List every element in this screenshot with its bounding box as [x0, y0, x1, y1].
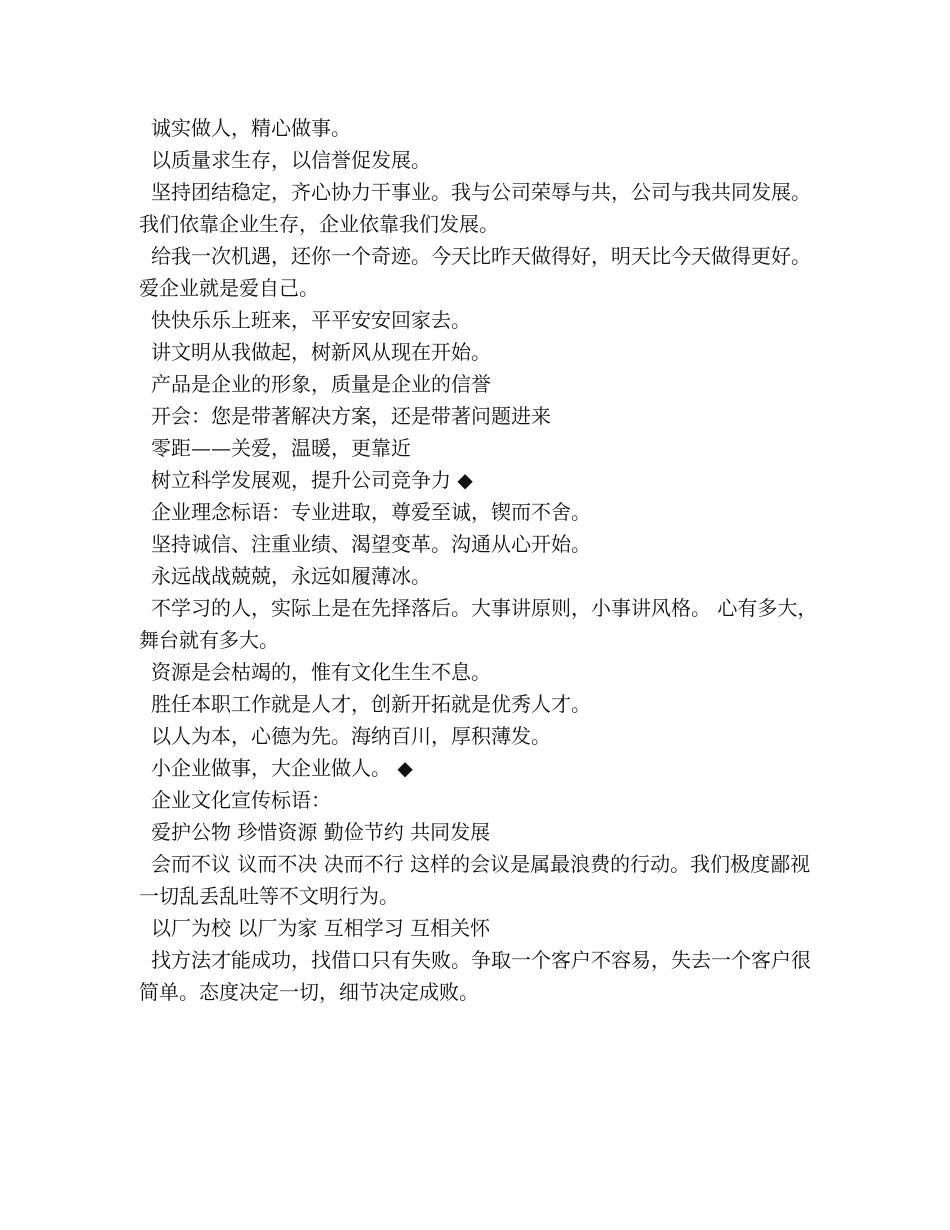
paragraph: 以厂为校 以厂为家 互相学习 互相关怀 [151, 916, 491, 940]
document-body [139, 112, 819, 1008]
paragraph: 爱护公物 珍惜资源 勤俭节约 共同发展 [151, 820, 491, 844]
paragraph: 讲文明从我做起，树新风从现在开始。 [151, 340, 491, 364]
paragraph: 找方法才能成功，找借口只有失败。争取一个客户不容易，失去一个客户很简单。态度决定一切，细节决定成败。 [139, 948, 811, 1004]
paragraph: 坚持团结稳定，齐心协力干事业。我与公司荣辱与共，公司与我共同发展。我们依靠企业生存，企业依靠我们发展。 [139, 180, 811, 236]
paragraph: 诚实做人，精心做事。 [151, 116, 351, 140]
paragraph: 以质量求生存，以信誉促发展。 [151, 148, 431, 172]
paragraph: 资源是会枯竭的，惟有文化生生不息。 [151, 660, 491, 684]
paragraph: 给我一次机遇，还你一个奇迹。今天比昨天做得好，明天比今天做得更好。爱企业就是爱自己。 [139, 244, 811, 300]
paragraph: 胜任本职工作就是人才，创新开拓就是优秀人才。 [151, 692, 591, 716]
paragraph: 树立科学发展观，提升公司竞争力 ◆ [151, 468, 473, 492]
paragraph: 开会：您是带著解决方案，还是带著问题进来 [151, 404, 551, 428]
paragraph: 永远战战兢兢，永远如履薄冰。 [151, 564, 431, 588]
paragraph: 会而不议 议而不决 决而不行 这样的会议是属最浪费的行动。我们极度鄙视一切乱丢乱吐等不文明行为。 [139, 852, 811, 908]
paragraph: 小企业做事，大企业做人。 ◆ [151, 756, 413, 780]
paragraph: 企业理念标语：专业进取，尊爱至诚，锲而不舍。 [151, 500, 591, 524]
paragraph: 以人为本，心德为先。海纳百川，厚积薄发。 [151, 724, 551, 748]
paragraph: 企业文化宣传标语： [151, 788, 331, 812]
paragraph: 快快乐乐上班来，平平安安回家去。 [151, 308, 471, 332]
paragraph: 不学习的人，实际上是在先择落后。大事讲原则，小事讲风格。 心有多大，舞台就有多大。 [139, 596, 818, 652]
paragraph: 零距——关爱，温暖，更靠近 [151, 436, 411, 460]
paragraph: 产品是企业的形象，质量是企业的信誉 [151, 372, 491, 396]
paragraph: 坚持诚信、注重业绩、渴望变革。沟通从心开始。 [151, 532, 591, 556]
